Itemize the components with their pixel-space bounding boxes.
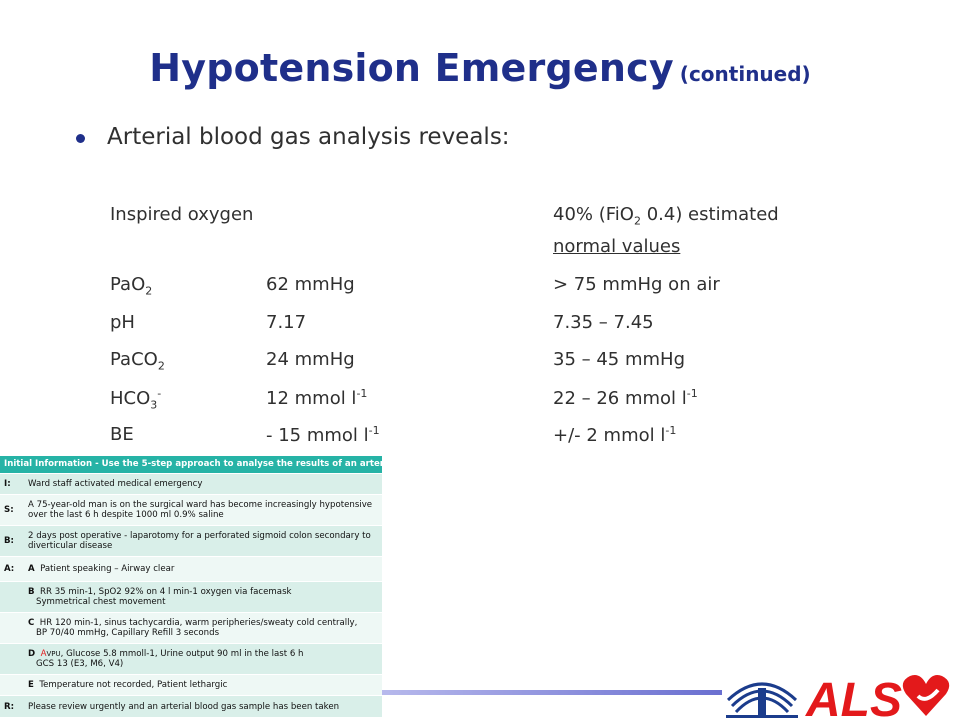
table-row: R: Please review urgently and an arterial blood gas sample has been taken	[0, 695, 382, 717]
param-hco3: $HCO_3^-$	[110, 387, 162, 412]
footer-gradient-bar	[382, 690, 722, 695]
heart-icon	[903, 675, 949, 716]
param-be: BE	[110, 424, 134, 445]
resus-council-emblem-icon	[726, 684, 798, 718]
value-be: - 15 mmol $l^{-1}$	[266, 424, 380, 446]
als-logo-text: ALS	[806, 674, 902, 720]
value-ph: 7.17	[266, 312, 307, 333]
normal-pao2: > 75 mmHg on air	[553, 274, 720, 295]
table-row: S: A 75-year-old man is on the surgical ward has become increasingly hypotensive over the last 6 h despite 1000 ml 0.9% saline	[0, 494, 382, 525]
table-row: I: Ward staff activated medical emergency	[0, 473, 382, 494]
value-hco3: 12 mmol $l^{-1}$	[266, 387, 368, 409]
table-row: E Temperature not recorded, Patient lethargic	[0, 674, 382, 695]
als-logo	[726, 660, 960, 720]
value-pao2: 62 mmHg	[266, 274, 355, 295]
normal-hco3: 22 – 26 mmol $l^{-1}$	[553, 387, 698, 409]
bullet-item	[76, 124, 510, 150]
normal-ph: 7.35 – 7.45	[553, 312, 654, 333]
normal-paco2: 35 – 45 mmHg	[553, 349, 686, 370]
title-main: Hypotension Emergency	[149, 46, 674, 90]
case-info-table	[0, 456, 464, 718]
case-info-header: Initial Information - Use the 5-step approach to analyse the results of an arterial blood sample	[0, 456, 382, 473]
normal-be: +/- 2 mmol $l^{-1}$	[553, 424, 677, 446]
table-row: A: A Patient speaking – Airway clear	[0, 556, 382, 581]
normal-values-header: normal values	[553, 236, 681, 257]
table-row: C HR 120 min-1, sinus tachycardia, warm peripheries/sweaty cold centrally, BP 70/40 mmHg, Capillary Refill 3 seconds	[0, 612, 382, 643]
value-paco2: 24 mmHg	[266, 349, 355, 370]
table-row: B RR 35 min-1, SpO2 92% on 4 l min-1 oxygen via facemask Symmetrical chest movement	[0, 581, 382, 612]
table-row: B: 2 days post operative - laparotomy for a perforated sigmoid colon secondary to diverticular disease	[0, 525, 382, 556]
inspired-oxygen-value: 40% (FiO$_2$ 0.4) estimated	[553, 204, 779, 228]
bullet-dot-icon	[76, 134, 85, 143]
param-pao2: PaO$_2$	[110, 274, 153, 298]
slide-title	[0, 46, 960, 90]
param-paco2: PaCO$_2$	[110, 349, 165, 373]
bullet-text: Arterial blood gas analysis reveals:	[107, 124, 510, 150]
inspired-oxygen-label: Inspired oxygen	[110, 204, 254, 225]
param-ph: pH	[110, 312, 135, 333]
table-row: D AVPU, Glucose 5.8 mmoll-1, Urine output 90 ml in the last 6 h GCS 13 (E3, M6, V4)	[0, 643, 382, 674]
title-sub: (continued)	[679, 62, 811, 86]
